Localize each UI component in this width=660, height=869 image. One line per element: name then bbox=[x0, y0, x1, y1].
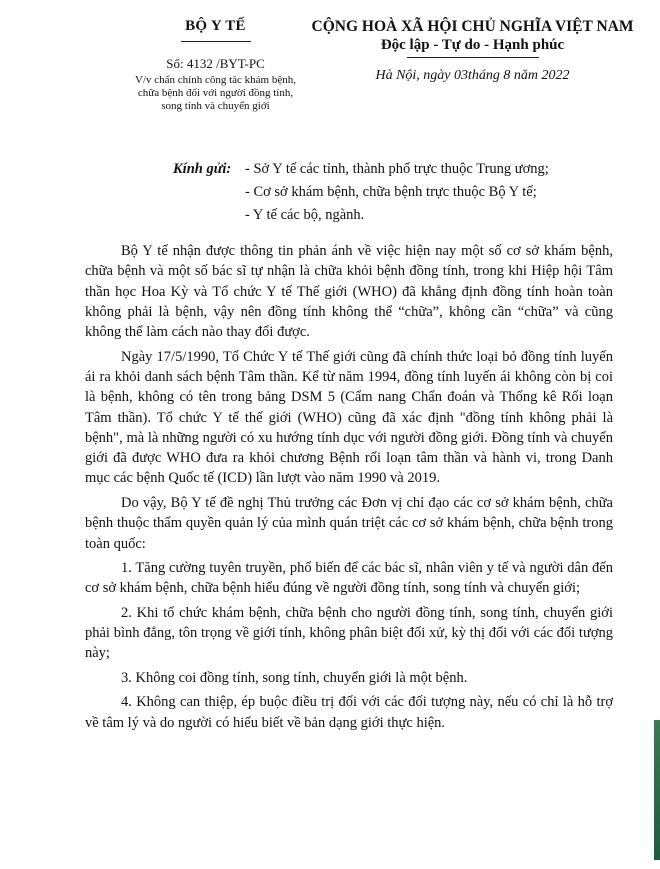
subject-line: chữa bệnh đối với người đồng tính, bbox=[137, 87, 294, 99]
body-paragraph: Do vậy, Bộ Y tế đề nghị Thủ trưởng các Đơn vị chỉ đạo các cơ sở khám bệnh, chữa bệnh thuộc thẩm quyền quản lý của mình quán triệt các cơ sở khám bệnh, chữa bệnh trong toàn quốc: bbox=[85, 494, 613, 552]
motto-underline bbox=[407, 57, 539, 58]
issuer-block bbox=[118, 18, 313, 113]
document-number: Số: 4132 /BYT-PC bbox=[166, 56, 265, 71]
body-paragraph: Ngày 17/5/1990, Tổ Chức Y tế Thế giới cũng đã chính thức loại bỏ đồng tính luyến ái ra khỏi danh sách bệnh Tâm thần. Kể từ năm 1994, đồng tính luyến ái không còn bị coi là bệnh, không có tên trong bảng DSM 5 (Cẩm nang Chẩn đoán và Thống kê Rối loạn Tâm thần). Tổ chức Y tế thế giới (WHO) cũng đã xác định "đồng tính không phải là bệnh", mà là những người có xu hướng tính dục với người đồng giới. Đồng tính và chuyển giới đã được WHO đưa ra khỏi chương Bệnh rối loạn tâm thần và hành vi, trong Danh mục các bệnh Quốc tế (ICD) lần lượt vào năm 1990 và 2019. bbox=[85, 348, 613, 487]
recipients-block bbox=[173, 158, 549, 227]
recipient-item: - Y tế các bộ, ngành. bbox=[245, 207, 365, 223]
subject-line: V/v chấn chỉnh công tác khám bệnh, bbox=[135, 74, 296, 86]
organization-underline bbox=[181, 41, 251, 42]
document-subject bbox=[118, 74, 313, 113]
list-item: 1. Tăng cường tuyên truyền, phổ biến để các bác sĩ, nhân viên y tế và người dân đến cơ sở khám bệnh, chữa bệnh hiểu đúng về người đồng tính, song tính và chuyển giới; bbox=[85, 560, 613, 597]
national-header bbox=[300, 18, 645, 84]
place-date: Hà Nội, ngày 03tháng 8 năm 2022 bbox=[375, 68, 570, 83]
list-item: 3. Không coi đồng tính, song tính, chuyển giới là một bệnh. bbox=[121, 669, 468, 686]
body-paragraph: Bộ Y tế nhận được thông tin phản ánh về việc hiện nay một số cơ sở khám bệnh, chữa bệnh và một số bác sĩ tự nhận là chữa khỏi bệnh đồng tính, trong khi Hiệp hội Tâm thần học Hoa Kỳ và Tổ chức Y tế Thế giới (WHO) đã khẳng định đồng tính hoàn toàn không phải là bệnh, vậy nên đồng tính không thể “chữa”, không cần “chữa” và cũng không thể làm cách nào thay đổi được. bbox=[85, 243, 613, 341]
organization-name: BỘ Y TẾ bbox=[185, 18, 246, 34]
document-body bbox=[85, 241, 613, 737]
national-motto: Độc lập - Tự do - Hạnh phúc bbox=[380, 37, 565, 53]
country-name: CỘNG HOÀ XÃ HỘI CHỦ NGHĨA VIỆT NAM bbox=[311, 18, 634, 35]
recipient-item: - Sở Y tế các tỉnh, thành phố trực thuộc Trung ương; bbox=[245, 161, 549, 177]
subject-line: song tính và chuyển giới bbox=[161, 100, 270, 112]
recipient-item: - Cơ sở khám bệnh, chữa bệnh trực thuộc Bộ Y tế; bbox=[245, 184, 537, 200]
page-edge-mark bbox=[654, 720, 660, 860]
list-item: 2. Khi tổ chức khám bệnh, chữa bệnh cho người đồng tính, song tính, chuyển giới phải bình đẳng, tôn trọng về giới tính, không phân biệt đối xử, kỳ thị đối với các đối tượng này; bbox=[85, 604, 613, 662]
list-item: 4. Không can thiệp, ép buộc điều trị đối với các đối tượng này, nếu có chỉ là hỗ trợ về tâm lý và do người có hiểu biết về bản dạng giới thực hiện. bbox=[85, 694, 613, 731]
recipients-label: Kính gửi: bbox=[173, 161, 232, 177]
